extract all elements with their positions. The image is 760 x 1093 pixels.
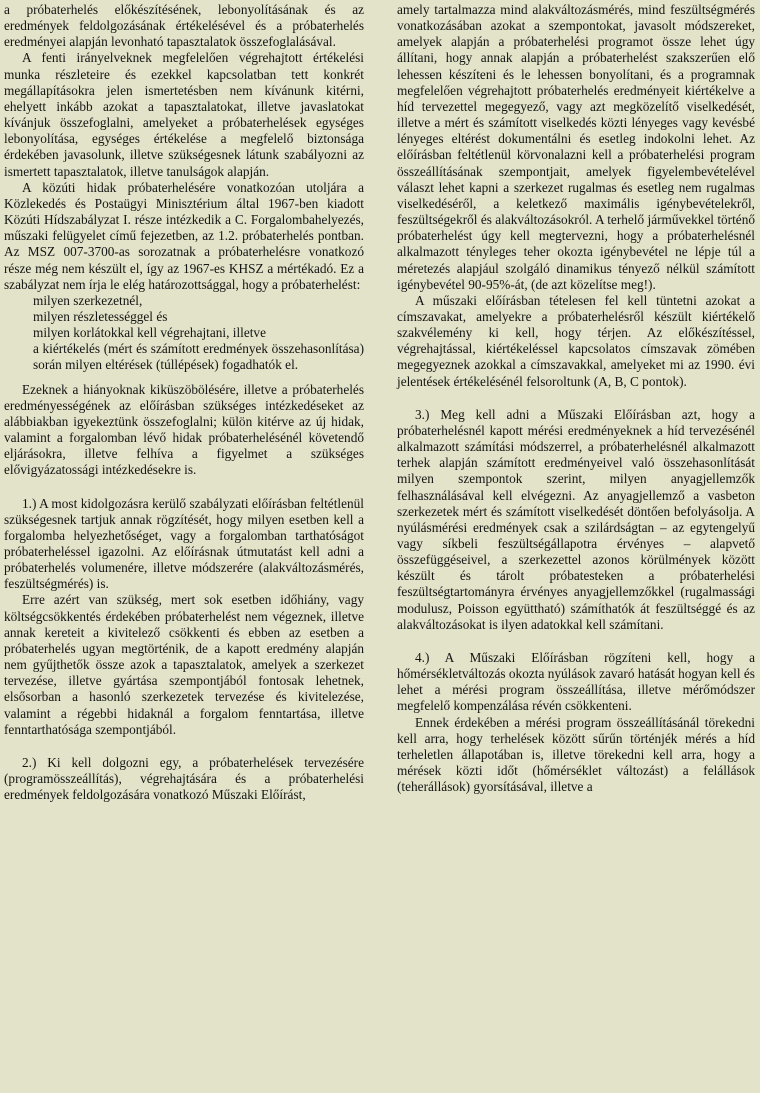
list-item: milyen szerkezetnél, [33,292,143,308]
paragraph: 3.) Meg kell adni a Műszaki Előírásban azt, hogy a próbaterhelésnél kapott mérési eredményeknek a híd tervezésénél alkalmazott számítási módszerrel, a próbaterhelésnél alkalmazott terhek alapján számított eredményeivel való összehasonlítását milyen szempontok szerint, milyen anyagjellemzők felhasználásával kell elvégezni. Az anyagjellemző a vasbeton szerkezetek mért és számított viselkedését döntően befolyásolja. A nyúlásmérési eredmények csak a szilárdságtan – az egytengelyű vagy síkbeli feszültségállapotra érvényes – alapvető összefüggéseivel, a szerkezettel azonos körülmények között készült és tárolt próbatesteken a próbaterhelési feszültségtartományra érvényes anyagjellemzőkkel (rugalmassági modulusz, Poisson együttható) számíthatók át feszültséggé és az alakváltozásokat is ilyen adatokkal kell számítani. [397,406,755,632]
paragraph: Ennek érdekében a mérési program összeállításánál törekedni kell arra, hogy terhelések között sűrűn történjék mérés a híd terheletlen állapotában is, illetve törekedni kell arra, hogy a mérések közti időt (hőmérséklet változást) a felállások (teherállások) gyorsításával, illetve a [397,714,755,795]
paragraph: A műszaki előírásban tételesen fel kell tüntetni azokat a címszavakat, amelyekre a próbaterhelésről készült kiértékelő szakvélemény ki kell, hogy térjen. Az előkészítéssel, végrehajtással, kiértékeléssel kapcsolatos címszavak zömében megegyeznek azokkal a címszavakkal, amelyeket mi az 1990. évi jelentések értékelésénél felsoroltunk (A, B, C pontok). [397,292,755,389]
paragraph: a próbaterhelés előkészítésének, lebonyolításának és az eredmények feldolgozásának értékelésével és a próbaterhelés eredményei alapján levonható tapasztalatok összefoglalásával. [4,2,364,50]
left-column [4,2,364,803]
paragraph: 4.) A Műszaki Előírásban rögzíteni kell, hogy a hőmérsékletváltozás okozta nyúlások zavaró hatását hogyan kell és lehet a mérési program összeállítása, illetve mérőmódszer megfelelő kompenzálása révén csökkenteni. [397,649,755,714]
paragraph: Erre azért van szükség, mert sok esetben időhiány, vagy költségcsökkentés érdekében próbaterhelést nem végeznek, illetve annak kereteit a kivitelező csökkenti és ebben az esetben a próbaterhelés ugyan megtörténik, de a kapott eredmény alapján nem gyűjthetők össze azok a tapasztalatok, amelyek a szerkezet tervezése, illetve gyártása szempontjából fontosak lehetnek, elsősorban a hasonló szerkezetek tervezése és kivitelezése, valamint a régebbi hidaknál a forgalom fenntartása, illetve fenntarthatósága szempontjából. [4,592,364,737]
paragraph: 1.) A most kidolgozásra kerülő szabályzati előírásban feltétlenül szükségesnek tartjuk annak rögzítését, hogy milyen esetben kell a forgalomba helyezhetőséget, vagy a forgalomban tarthatóságot próbaterheléssel igazolni. Az előírásnak útmutatást kell adni a próbaterhelés volumenére, illetve módszerére (alakváltozásmérés, feszültségmérés) is. [4,495,364,592]
list-item: a kiértékelés (mért és számított eredmények összehasonlítása) során milyen eltérések (túllépések) fogadhatók el. [33,341,364,373]
paragraph: A közúti hidak próbaterhelésére vonatkozóan utoljára a Közlekedés és Postaügyi Minisztérium által 1967-ben kiadott Közúti Hídszabályzat I. része intézkedik a C. Forgalombahelyezés, műszaki felügyelet című fejezetben, az 1.2. próbaterhelés pontban. Az MSZ 007-3700-as sorozatnak a próbaterhelésre vonatkozó része még nem készült el, így az 1967-es KHSZ a mértékadó. Ez a szabályzat nem írja le elég határozottsággal, hogy a próbaterhelést: [4,179,364,292]
list-item: milyen korlátokkal kell végrehajtani, illetve [33,325,266,341]
paragraph: amely tartalmazza mind alakváltozásmérés, mind feszültségmérés vonatkozásában azokat a szempontokat, javasolt módszereket, amelyek alapján a próbaterhelési programot össze lehet úgy állítani, hogy annak alapján a próbaterhelést szakszerűen elő lehessen készíteni és le lehessen bonyolítani, és a programnak megfelelően végrehajtott próbaterhelés eredményeit kiértékelve a híd tervezettel megegyező, vagy azt megközelítő viselkedését, illetve a mért és számított viselkedés közti lényeges vagy kevésbé lényeges eltérést dokumentálni és esetleg indokolni lehet. Az előírásban feltétlenül körvonalazni kell a próbaterhelési program összeállításának szempontjait, amelyek figyelembevételével választ lehet kapni a szerkezet rugalmas és esetleg nem rugalmas viselkedéséről, a keletkező maximális igénybevételekről, feszültségekről és alakváltozásokról. A terhelő járművekkel történő próbaterhelést úgy kell megtervezni, hogy a próbaterhelésnél alkalmazott tényleges teher okozta igénybevétel ne lépje túl a méretezés alapjául szolgáló dinamikus tényező nélkül számított igénybevétel 90-95%-át, (de azt közelítse meg!). [397,2,755,292]
paragraph: 2.) Ki kell dolgozni egy, a próbaterhelések tervezésére (programösszeállítás), végrehajtására és a próbaterhelési eredmények feldolgozására vonatkozó Műszaki Előírást, [4,754,364,803]
paragraph: A fenti irányelveknek megfelelően végrehajtott értékelési munka részleteire és ezekkel kapcsolatban tett konkrét megállapításokra jelen ismertetésben nem kívánunk kitérni, ehelyett inkább azokat a tapasztalatokat, illetve javaslatokat kívánjuk összefoglalni, amelyeket a próbaterhelések egységes lebonyolítása, egységes értékelése a megfelelő biztonsága érdekében javasolunk, illetve szükségesnek látunk szabályozni az ismertett tapasztalatok, illetve tanulságok alapján. [4,50,364,179]
list-item: milyen részletességgel és [33,308,168,324]
paragraph: Ezeknek a hiányoknak kiküszöbölésére, illetve a próbaterhelés eredményességének az előírásban szükséges intézkedéseket az alábbiakban igyekeztünk összefoglalni; külön kitérve az új hidak, valamint a forgalomban lévő hidak próbaterhelésénél követendő eljárásokra, illetve felhíva a figyelmet a szükséges elővigyázatossági intézkedésekre is. [4,381,364,478]
right-column [397,2,755,795]
